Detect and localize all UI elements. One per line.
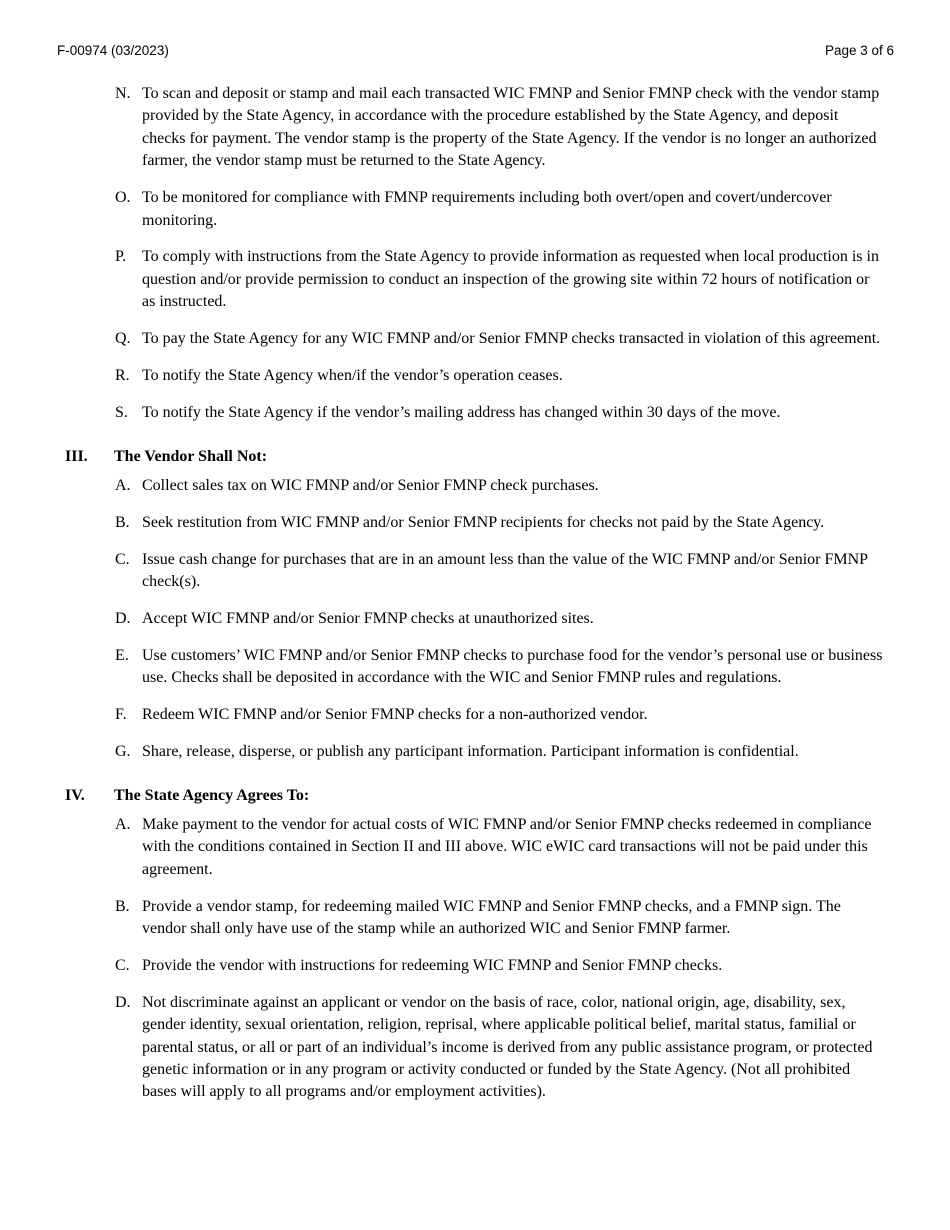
item-letter: A. xyxy=(115,815,131,833)
item-letter: S. xyxy=(115,403,128,421)
page-number: Page 3 of 6 xyxy=(824,43,894,58)
list-item xyxy=(0,608,950,630)
section-number: IV. xyxy=(65,787,85,805)
list-item xyxy=(0,549,950,594)
item-letter: N. xyxy=(115,85,131,102)
item-text: Issue cash change for purchases that are in an amount less than the value of the WIC FMNP and/or Senior FMNP check(s). xyxy=(142,550,868,590)
item-text: Collect sales tax on WIC FMNP and/or Senior FMNP check purchases. xyxy=(142,476,599,494)
item-text: Provide the vendor with instructions for redeeming WIC FMNP and Senior FMNP checks. xyxy=(142,956,723,974)
list-item xyxy=(0,645,950,690)
item-letter: B. xyxy=(115,513,130,531)
item-letter: G. xyxy=(115,743,131,761)
item-letter: C. xyxy=(115,550,130,568)
list-item xyxy=(0,475,950,497)
list-item xyxy=(0,246,950,313)
item-text: Accept WIC FMNP and/or Senior FMNP checks at unauthorized sites. xyxy=(142,609,594,627)
item-text: To comply with instructions from the State Agency to provide information as requested when local production is in question and/or provide permission to conduct an inspection of the growing site within 72 hours of notification or as instructed. xyxy=(142,248,879,311)
list-item xyxy=(0,83,950,173)
section-title: The State Agency Agrees To: xyxy=(114,787,310,805)
item-letter: E. xyxy=(115,646,129,664)
item-letter: C. xyxy=(115,956,130,974)
item-letter: D. xyxy=(115,609,131,627)
item-text: Redeem WIC FMNP and/or Senior FMNP checks for a non-authorized vendor. xyxy=(142,706,648,724)
list-item xyxy=(0,187,950,232)
item-text: To be monitored for compliance with FMNP requirements including both overt/open and covert/undercover monitoring. xyxy=(142,189,832,229)
list-item xyxy=(0,402,950,424)
section-heading-iv xyxy=(0,785,950,807)
item-letter: Q. xyxy=(115,330,131,348)
section-title: The Vendor Shall Not: xyxy=(114,448,268,466)
item-text: Make payment to the vendor for actual costs of WIC FMNP and/or Senior FMNP checks redeemed in compliance with the conditions contained in Section II and III above. WIC eWIC card transactions will not be paid under this agreement. xyxy=(142,815,872,878)
section-number: III. xyxy=(65,448,88,466)
form-id: F-00974 (03/2023) xyxy=(57,43,169,58)
item-text: Seek restitution from WIC FMNP and/or Senior FMNP recipients for checks not paid by the State Agency. xyxy=(142,513,825,531)
list-item xyxy=(0,896,950,941)
item-letter: O. xyxy=(115,189,131,207)
item-text: To pay the State Agency for any WIC FMNP and/or Senior FMNP checks transacted in violation of this agreement. xyxy=(142,330,881,348)
list-item xyxy=(0,512,950,534)
item-text: To scan and deposit or stamp and mail each transacted WIC FMNP and Senior FMNP check with the vendor stamp provided by the State Agency, in accordance with the procedure established by the State Agency, and deposit checks for payment. The vendor stamp is the property of the State Agency. If the vendor is no longer an authorized farmer, the vendor stamp must be returned to the State Agency. xyxy=(142,85,880,170)
item-text: To notify the State Agency when/if the vendor’s operation ceases. xyxy=(142,367,563,385)
item-text: Provide a vendor stamp, for redeeming mailed WIC FMNP and Senior FMNP checks, and a FMNP sign. The vendor shall only have use of the stamp while an authorized WIC and Senior FMNP farmer. xyxy=(142,897,841,937)
list-item xyxy=(0,365,950,387)
page-header xyxy=(57,43,894,61)
list-item xyxy=(0,328,950,350)
list-item xyxy=(0,955,950,977)
item-text: To notify the State Agency if the vendor’s mailing address has changed within 30 days of the move. xyxy=(142,403,781,421)
section-heading-iii xyxy=(0,446,950,468)
item-text: Use customers’ WIC FMNP and/or Senior FMNP checks to purchase food for the vendor’s personal use or business use. Checks shall be deposited in accordance with the WIC and Senior FMNP rules and regulations. xyxy=(142,646,883,687)
item-text: Not discriminate against an applicant or vendor on the basis of race, color, national origin, age, disability, sex, gender identity, sexual orientation, religion, reprisal, where applicable political belief, marital status, familial or parental status, or all or part of an individual’s income is derived from any public assistance program, or protected genetic information or in any program or activity conducted or funded by the State Agency. (Not all prohibited bases will apply to all programs and/or employment activities). xyxy=(142,993,873,1101)
item-letter: A. xyxy=(115,476,131,494)
item-letter: R. xyxy=(115,367,130,385)
list-item xyxy=(0,704,950,726)
item-letter: D. xyxy=(115,993,131,1011)
item-letter: B. xyxy=(115,897,130,915)
document-body xyxy=(0,83,950,1104)
item-text: Share, release, disperse, or publish any participant information. Participant information is confidential. xyxy=(142,743,799,761)
item-letter: F. xyxy=(115,706,127,724)
item-letter: P. xyxy=(115,248,127,266)
list-item xyxy=(0,814,950,881)
list-item xyxy=(0,741,950,763)
list-item xyxy=(0,992,950,1104)
